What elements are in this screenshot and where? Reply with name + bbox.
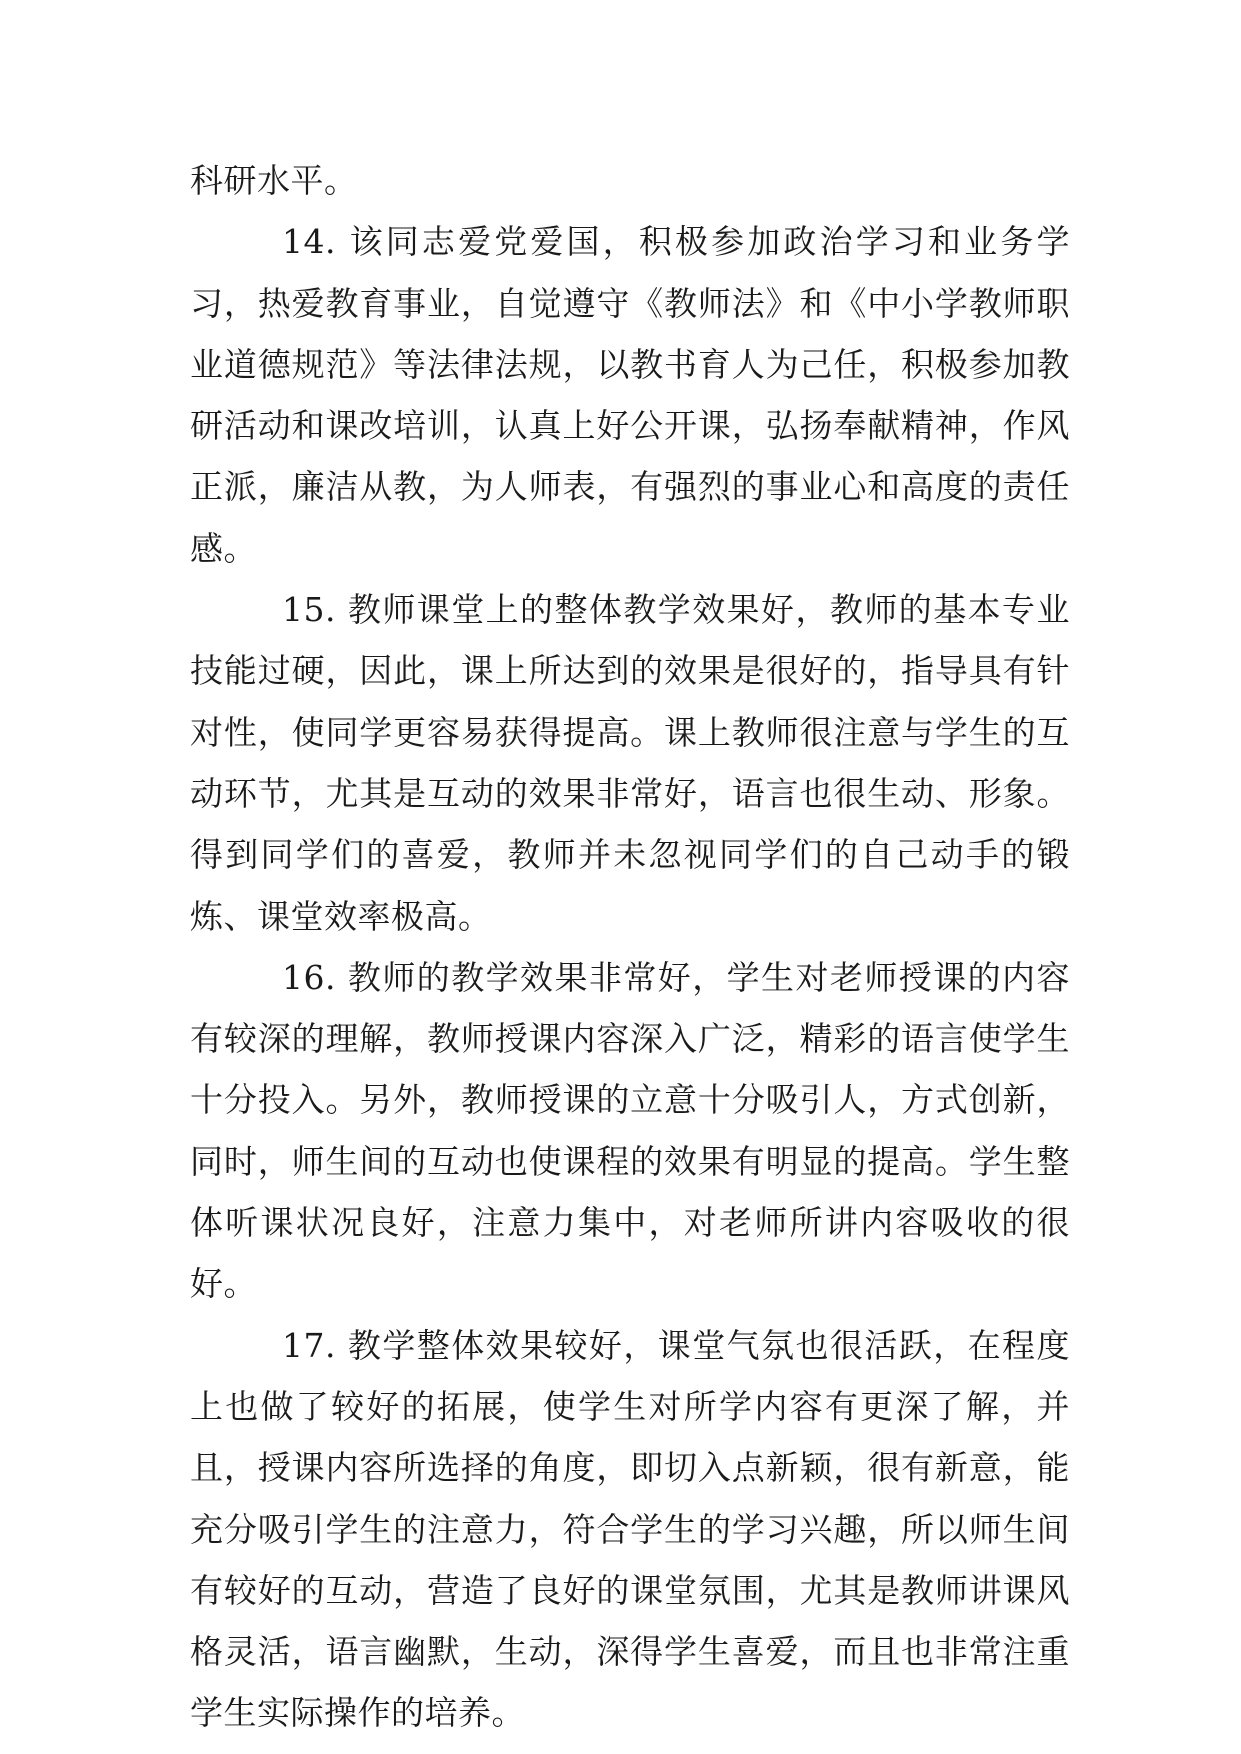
document-body [190,150,1070,1744]
paragraph-item-16: 16. 教师的教学效果非常好，学生对老师授课的内容有较深的理解，教师授课内容深入广泛，精彩的语言使学生十分投入。另外，教师授课的立意十分吸引人，方式创新，同时，师生间的互动也使课程的效果有明显的提高。学生整体听课状况良好，注意力集中，对老师所讲内容吸收的很好。 [190,957,1070,1304]
paragraph-item-14: 14. 该同志爱党爱国，积极参加政治学习和业务学习，热爱教育事业，自觉遵守《教师法》和《中小学教师职业道德规范》等法律法规，以教书育人为己任，积极参加教研活动和课改培训，认真上好公开课，弘扬奉献精神，作风正派，廉洁从教，为人师表，有强烈的事业心和高度的责任感。 [190,222,1070,568]
paragraph-item-15: 15. 教师课堂上的整体教学效果好，教师的基本专业技能过硬，因此，课上所达到的效果是很好的，指导具有针对性，使同学更容易获得提高。课上教师很注意与学生的互动环节，尤其是互动的效果非常好，语言也很生动、形象。得到同学们的喜爱，教师并未忽视同学们的自己动手的锻炼、课堂效率极高。 [190,590,1070,936]
paragraph-continuation: 科研水平。 [190,161,358,200]
paragraph-item-17: 17. 教学整体效果较好，课堂气氛也很活跃，在程度上也做了较好的拓展，使学生对所学内容有更深了解，并且，授课内容所选择的角度，即切入点新颖，很有新意，能充分吸引学生的注意力，符合学生的学习兴趣，所以师生间有较好的互动，营造了良好的课堂氛围，尤其是教师讲课风格灵活，语言幽默，生动，深得学生喜爱，而且也非常注重学生实际操作的培养。 [190,1325,1070,1733]
